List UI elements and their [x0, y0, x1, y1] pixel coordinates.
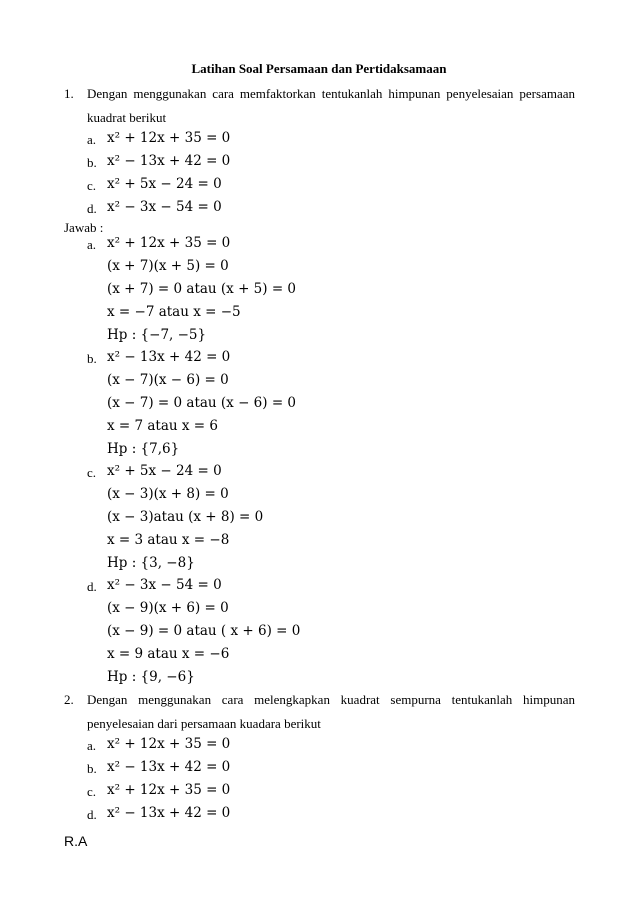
- footer-initials: R.A: [64, 833, 88, 849]
- answer-c-label: c.: [87, 465, 97, 480]
- q2-item-a-equation: x² + 12x + 35 = 0: [107, 736, 231, 752]
- answer-b-line-2: (x − 7)(x − 6) = 0: [107, 372, 229, 388]
- answer-a-label: a.: [87, 237, 97, 252]
- question-2-number: 2.: [64, 692, 74, 707]
- question-2-line-2: penyelesaian dari persamaan kuadara berikut: [87, 716, 321, 731]
- q1-item-c-equation: x² + 5x − 24 = 0: [107, 176, 222, 192]
- answer-b-line-1: x² − 13x + 42 = 0: [107, 349, 231, 365]
- question-1-line-1: Dengan menggunakan cara memfaktorkan tentukanlah himpunan penyelesaian persamaan: [87, 86, 575, 101]
- q2-item-b-equation: x² − 13x + 42 = 0: [107, 759, 231, 775]
- q2-item-d-label: d.: [87, 807, 97, 822]
- question-2-text: [87, 691, 575, 732]
- answer-b-label: b.: [87, 351, 97, 366]
- answer-b-line-3: (x − 7) = 0 atau (x − 6) = 0: [107, 395, 297, 411]
- q1-item-d-label: d.: [87, 201, 97, 216]
- q1-item-b-label: b.: [87, 155, 97, 170]
- q2-item-c-equation: x² + 12x + 35 = 0: [107, 782, 231, 798]
- question-1-line-2: kuadrat berikut: [87, 110, 167, 125]
- answer-d-line-2: (x − 9)(x + 6) = 0: [107, 600, 229, 616]
- answer-d-label: d.: [87, 579, 97, 594]
- q2-item-b-label: b.: [87, 761, 97, 776]
- answer-b-line-4: x = 7 atau x = 6: [107, 418, 218, 434]
- answer-c-line-4: x = 3 atau x = −8: [107, 532, 230, 548]
- answer-heading: Jawab :: [64, 220, 104, 235]
- q2-item-c-label: c.: [87, 784, 97, 799]
- q1-item-a-label: a.: [87, 132, 97, 147]
- question-1-text: [87, 85, 575, 126]
- answer-a-line-3: (x + 7) = 0 atau (x + 5) = 0: [107, 281, 297, 297]
- q1-item-a-equation: x² + 12x + 35 = 0: [107, 130, 231, 146]
- answer-d-line-1: x² − 3x − 54 = 0: [107, 577, 222, 593]
- answer-c-line-1: x² + 5x − 24 = 0: [107, 463, 222, 479]
- q1-item-d-equation: x² − 3x − 54 = 0: [107, 199, 222, 215]
- answer-a-line-2: (x + 7)(x + 5) = 0: [107, 258, 229, 274]
- answer-d-line-4: x = 9 atau x = −6: [107, 646, 230, 662]
- answer-a-line-5: Hp : {−7, −5}: [107, 327, 207, 343]
- answer-c-line-3: (x − 3)atau (x + 8) = 0: [107, 509, 264, 525]
- answer-d-line-3: (x − 9) = 0 atau ( x + 6) = 0: [107, 623, 301, 639]
- answer-a-line-4: x = −7 atau x = −5: [107, 304, 241, 320]
- question-1-number: 1.: [64, 86, 74, 101]
- question-2-line-1: Dengan menggunakan cara melengkapkan kuadrat sempurna tentukanlah himpunan: [87, 692, 575, 707]
- q2-item-d-equation: x² − 13x + 42 = 0: [107, 805, 231, 821]
- q2-item-a-label: a.: [87, 738, 97, 753]
- answer-b-line-5: Hp : {7,6}: [107, 441, 180, 457]
- answer-c-line-2: (x − 3)(x + 8) = 0: [107, 486, 229, 502]
- answer-a-line-1: x² + 12x + 35 = 0: [107, 235, 231, 251]
- document-title: Latihan Soal Persamaan dan Pertidaksamaan: [191, 61, 447, 76]
- q1-item-b-equation: x² − 13x + 42 = 0: [107, 153, 231, 169]
- answer-c-line-5: Hp : {3, −8}: [107, 555, 195, 571]
- q1-item-c-label: c.: [87, 178, 97, 193]
- answer-d-line-5: Hp : {9, −6}: [107, 669, 195, 685]
